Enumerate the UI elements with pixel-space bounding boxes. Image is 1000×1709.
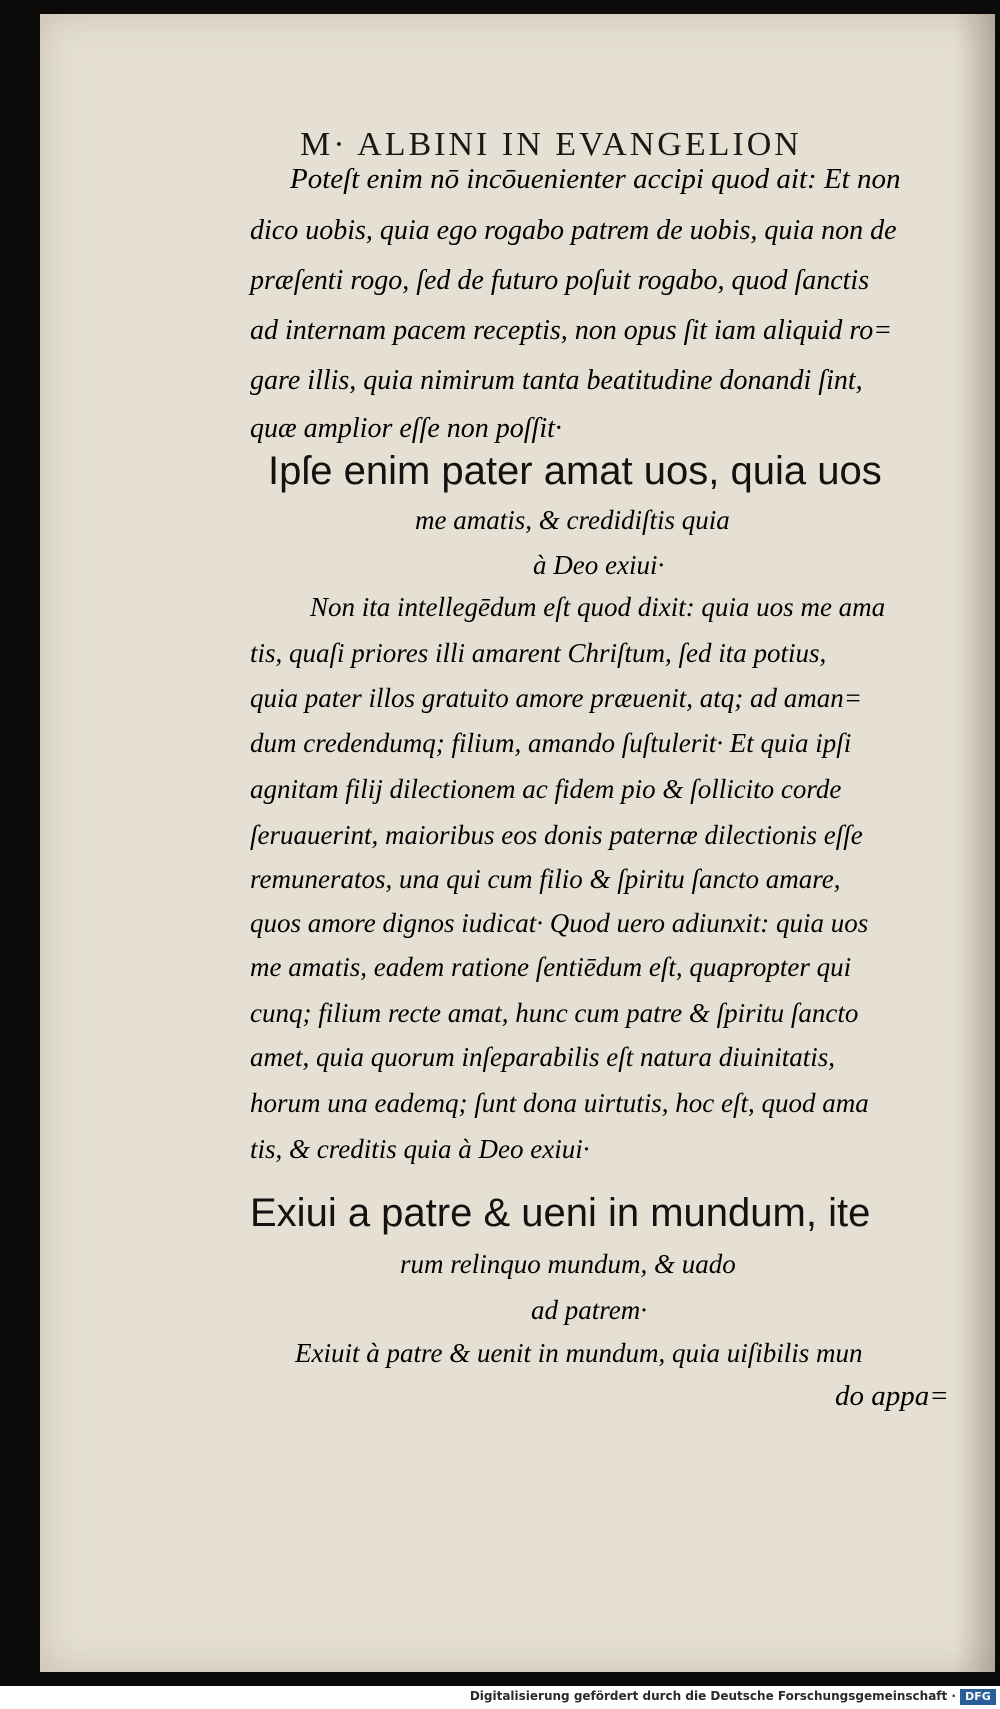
text-line: Exiuit à patre & uenit in mundum, quia uiſibilis mun <box>295 1338 863 1368</box>
text-line: tis, quaſi priores illi amarent Chriſtum, ſed ita potius, <box>250 638 827 668</box>
text-line: tis, & creditis quia à Deo exiui· <box>250 1134 590 1164</box>
text-line: Non ita intellegēdum eſt quod dixit: quia uos me ama <box>310 592 886 622</box>
page-edge-shadow <box>955 14 995 1672</box>
text-line: dico uobis, quia ego rogabo patrem de uobis, quia non de <box>250 215 897 246</box>
text-line: dum credendumq; filium, amando ſuſtulerit· Et quia ipſi <box>250 728 852 758</box>
text-line: horum una eademq; ſunt dona uirtutis, hoc eſt, quod ama <box>250 1088 869 1118</box>
section-heading: Ipſe enim pater amat uos, quia uos <box>268 449 882 493</box>
text-line: gare illis, quia nimirum tanta beatitudine donandi ſint, <box>250 365 863 396</box>
heading-line: ad patrem· <box>531 1295 647 1325</box>
text-line: agnitam filij dilectionem ac fidem pio & ſollicito corde <box>250 774 842 804</box>
heading-line: me amatis, & credidiſtis quia <box>415 505 730 535</box>
text-line: quos amore dignos iudicat· Quod uero adiunxit: quia uos <box>250 908 869 938</box>
dfg-logo-icon: DFG <box>960 1689 996 1705</box>
text-line: me amatis, eadem ratione ſentiēdum eſt, quapropter qui <box>250 952 852 982</box>
text-line: Poteſt enim nō incōuenienter accipi quod ait: Et non <box>290 163 901 195</box>
heading-line: à Deo exiui· <box>533 550 665 580</box>
text-line: præſenti rogo, ſed de futuro poſuit rogabo, quod ſanctis <box>250 265 870 296</box>
text-line: remuneratos, una qui cum filio & ſpiritu ſancto amare, <box>250 864 841 894</box>
text-line: cunq; filium recte amat, hunc cum patre & ſpiritu ſancto <box>250 998 859 1028</box>
text-line: ſeruauerint, maioribus eos donis paternæ dilectionis eſſe <box>250 820 863 850</box>
digitization-footer <box>0 1686 1000 1709</box>
section-heading: Exiui a patre & ueni in mundum, ite <box>250 1191 871 1235</box>
catchword: do appa= <box>835 1380 949 1412</box>
text-line: amet, quia quorum inſeparabilis eſt natura diuinitatis, <box>250 1042 836 1072</box>
footer-text: Digitalisierung gefördert durch die Deutsche Forschungsgemeinschaft · <box>469 1689 956 1703</box>
text-line: quæ amplior eſſe non poſſit· <box>250 413 562 444</box>
running-head: M· ALBINI IN EVANGELION <box>300 126 802 163</box>
text-line: quia pater illos gratuito amore præuenit, atq; ad aman= <box>250 683 862 713</box>
text-line: ad internam pacem receptis, non opus ſit iam aliquid ro= <box>250 315 893 346</box>
heading-line: rum relinquo mundum, & uado <box>400 1249 736 1279</box>
